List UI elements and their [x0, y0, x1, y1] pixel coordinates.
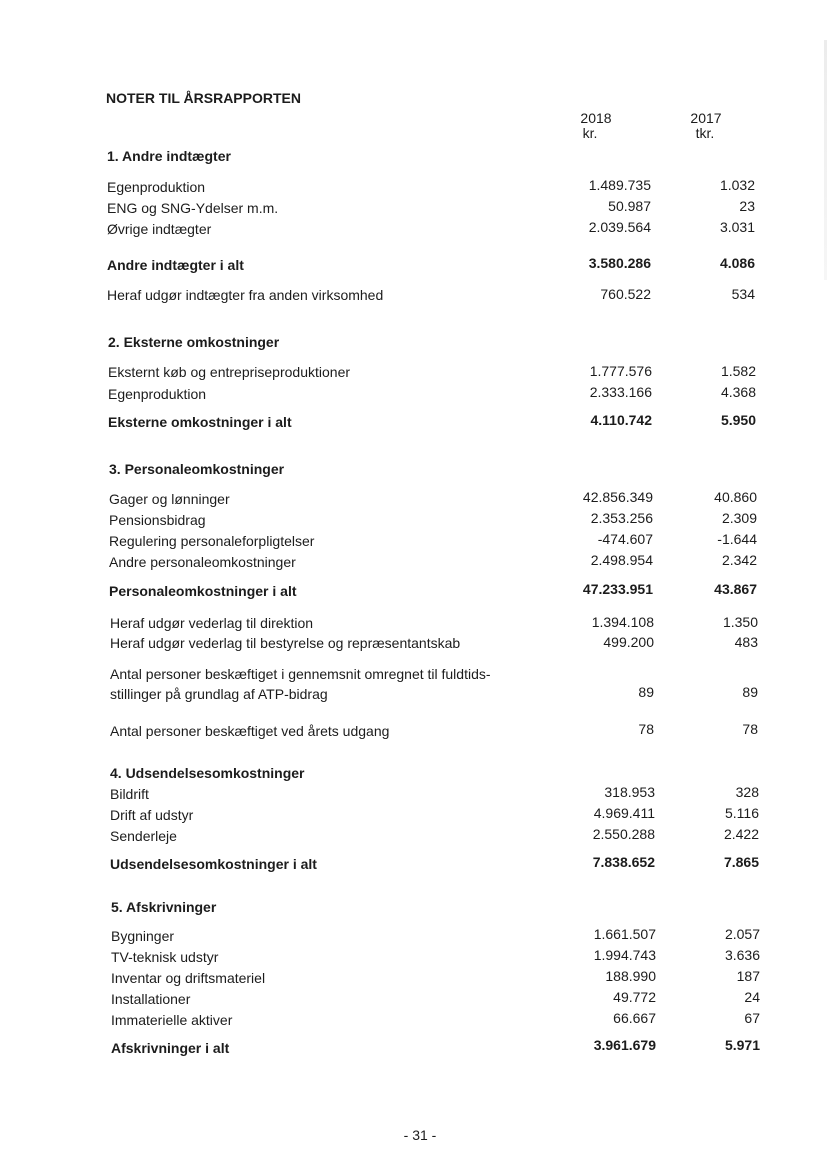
row-value-2017: 2.309: [721, 510, 757, 526]
row-value-2018: 4.969.411: [593, 805, 655, 821]
row-value-2017: 40.860: [714, 489, 757, 505]
row-label: Heraf udgør vederlag til bestyrelse og repræsentantskab: [110, 635, 461, 651]
row-value-2018: -474.607: [597, 531, 653, 547]
row-label: Heraf udgør vederlag til direktion: [110, 615, 314, 631]
row-value-2018: 188.990: [605, 968, 656, 984]
row-value-2018: 1.777.576: [589, 363, 652, 379]
total-value-2017: 5.971: [724, 1037, 760, 1053]
total-label: Personaleomkostninger i alt: [109, 583, 297, 599]
row-label: Andre personaleomkostninger: [109, 554, 296, 570]
row-label: Immaterielle aktiver: [111, 1012, 233, 1028]
row-label: Regulering personaleforpligtelser: [109, 533, 315, 549]
row-value-2018: 318.953: [604, 784, 655, 800]
total-label: Afskrivninger i alt: [111, 1040, 230, 1056]
note-heading: 2. Eksterne omkostninger: [108, 334, 280, 350]
row-label: Bygninger: [111, 928, 175, 944]
total-value-2017: 4.086: [719, 255, 755, 271]
row-label: Antal personer beskæftiget i gennemsnit omregnet til fuldtids-: [110, 666, 491, 682]
row-value-2017: -1.644: [717, 531, 757, 547]
row-value-2018: 78: [638, 721, 654, 737]
row-label: Antal personer beskæftiget ved årets udgang: [110, 723, 390, 739]
row-value-2018: 1.994.743: [593, 947, 656, 963]
row-label: Installationer: [111, 991, 191, 1007]
row-label: Gager og lønninger: [109, 491, 230, 507]
row-value-2017: 4.368: [720, 384, 756, 400]
row-label: Heraf udgør indtægter fra anden virksomhed: [107, 287, 384, 303]
row-value-2017: 483: [734, 634, 758, 650]
row-value-2017: 3.636: [724, 947, 760, 963]
row-value-2017: 67: [744, 1010, 760, 1026]
row-value-2017: 2.422: [723, 826, 759, 842]
row-value-2017: 1.350: [722, 614, 758, 630]
row-label: Egenproduktion: [108, 386, 207, 402]
note-heading: 1. Andre indtægter: [107, 148, 231, 164]
total-value-2018: 3.961.679: [593, 1037, 656, 1053]
column-header-2017: 2017: [690, 110, 722, 126]
page-title: NOTER TIL ÅRSRAPPORTEN: [106, 90, 301, 106]
total-value-2018: 4.110.742: [590, 412, 652, 428]
row-value-2017: 5.116: [725, 805, 759, 821]
row-value-2017: 534: [731, 286, 755, 302]
row-value-2018: 49.772: [613, 989, 656, 1005]
row-value-2017: 89: [742, 684, 758, 700]
row-label: ENG og SNG-Ydelser m.m.: [107, 200, 279, 216]
column-unit-2017: tkr.: [695, 125, 715, 141]
row-value-2017: 24: [744, 989, 760, 1005]
row-label: Inventar og driftsmateriel: [111, 970, 266, 986]
row-value-2018: 2.039.564: [588, 219, 651, 235]
row-label: Senderleje: [110, 828, 177, 844]
row-label: Øvrige indtægter: [107, 221, 212, 237]
row-label-continued: stillinger på grundlag af ATP-bidrag: [110, 686, 328, 702]
total-value-2017: 5.950: [720, 412, 756, 428]
row-value-2018: 50.987: [608, 198, 651, 214]
total-label: Eksterne omkostninger i alt: [108, 414, 292, 430]
row-value-2018: 66.667: [613, 1010, 656, 1026]
total-label: Andre indtægter i alt: [107, 257, 244, 273]
row-value-2017: 187: [736, 968, 760, 984]
row-value-2018: 760.522: [600, 286, 651, 302]
total-value-2018: 3.580.286: [588, 255, 651, 271]
note-heading: 3. Personaleomkostninger: [109, 461, 285, 477]
note-heading: 5. Afskrivninger: [111, 899, 217, 915]
row-value-2018: 42.856.349: [582, 489, 653, 505]
row-value-2018: 1.489.735: [588, 177, 651, 193]
row-value-2018: 1.394.108: [591, 614, 654, 630]
row-value-2017: 1.582: [720, 363, 756, 379]
row-value-2017: 328: [735, 784, 759, 800]
total-value-2018: 47.233.951: [582, 581, 653, 597]
row-value-2018: 2.550.288: [592, 826, 655, 842]
column-unit-2018: kr.: [582, 125, 598, 141]
total-value-2018: 7.838.652: [592, 854, 655, 870]
row-value-2017: 2.057: [724, 926, 760, 942]
row-value-2017: 1.032: [719, 177, 755, 193]
row-value-2018: 2.353.256: [590, 510, 653, 526]
total-label: Udsendelsesomkostninger i alt: [110, 856, 317, 872]
row-value-2017: 23: [739, 198, 755, 214]
row-label: Bildrift: [110, 786, 149, 802]
row-value-2017: 3.031: [719, 219, 755, 235]
row-value-2017: 78: [742, 721, 758, 737]
row-value-2017: 2.342: [721, 552, 757, 568]
page-number: - 31 -: [403, 1127, 437, 1143]
row-label: Pensionsbidrag: [109, 512, 206, 528]
row-value-2018: 499.200: [603, 634, 654, 650]
note-heading: 4. Udsendelsesomkostninger: [110, 765, 305, 781]
row-label: Egenproduktion: [107, 179, 206, 195]
column-header-2018: 2018: [580, 110, 612, 126]
row-label: Eksternt køb og entrepriseproduktioner: [108, 364, 351, 380]
row-label: TV-teknisk udstyr: [111, 949, 219, 965]
total-value-2017: 7.865: [723, 854, 759, 870]
row-label: Drift af udstyr: [110, 807, 194, 823]
row-value-2018: 89: [638, 684, 654, 700]
total-value-2017: 43.867: [714, 581, 757, 597]
row-value-2018: 1.661.507: [593, 926, 656, 942]
row-value-2018: 2.333.166: [589, 384, 652, 400]
row-value-2018: 2.498.954: [590, 552, 653, 568]
